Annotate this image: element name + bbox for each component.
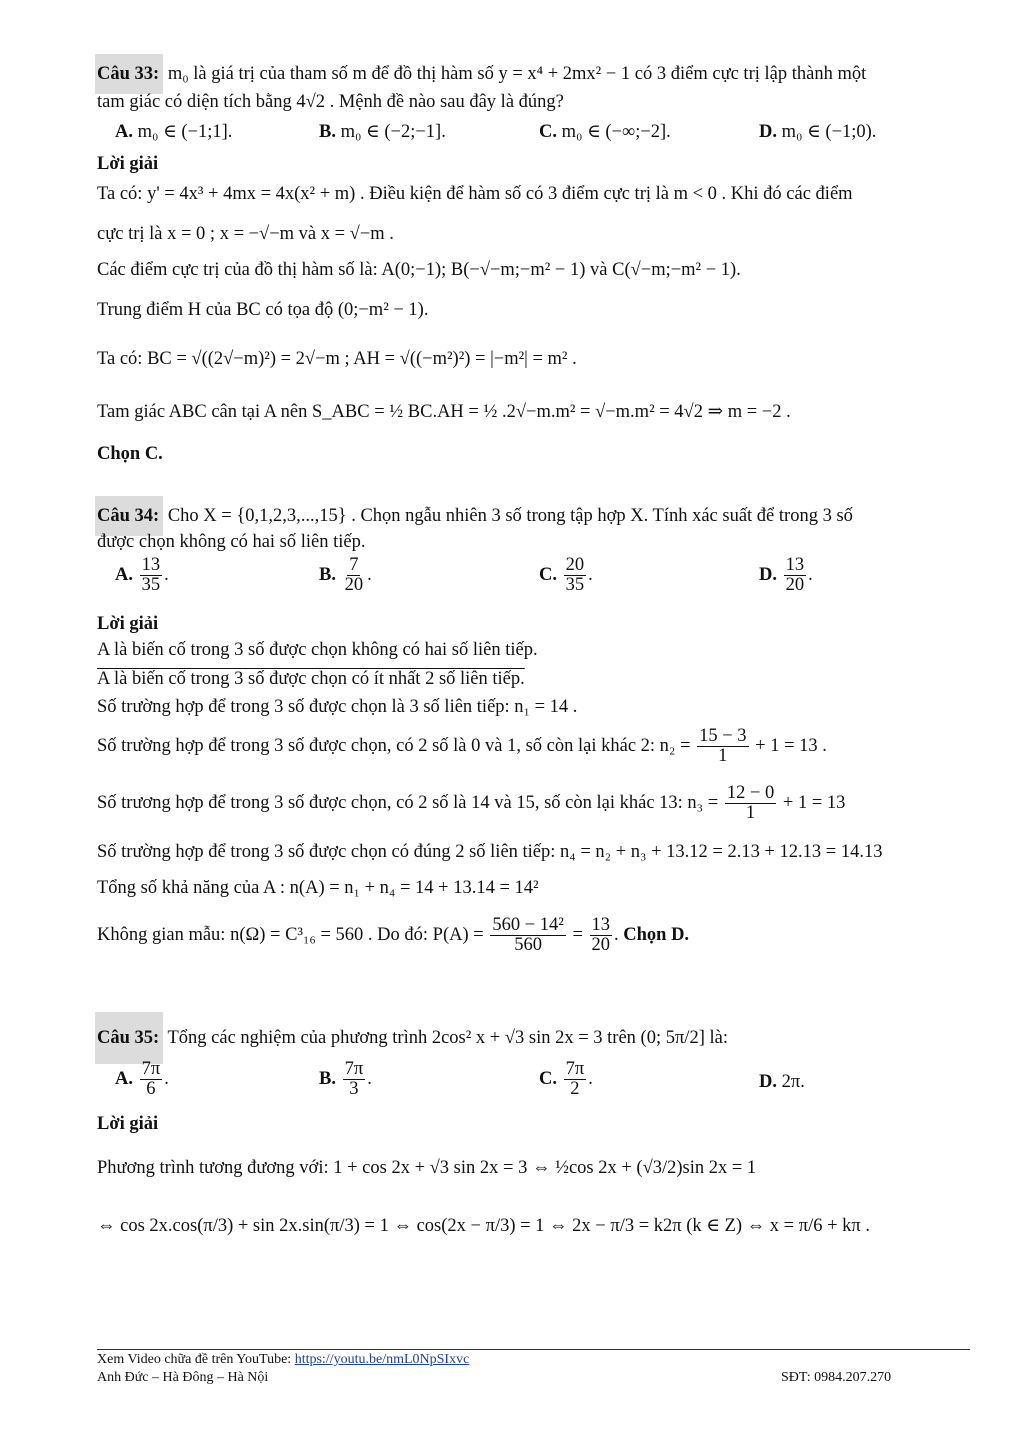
- q34-solution-label: Lời giải: [97, 614, 159, 634]
- q34-sol-line2: A là biến cố trong 3 số được chọn có ít nhất 2 số liên tiếp.: [97, 669, 525, 689]
- footer-video-line: [97, 1352, 469, 1368]
- q34-sol-line7: Tổng số khả năng của A : n(A) = n₁ + n₄ = 14 + 13.14 = 14²: [97, 878, 539, 898]
- q33-label: Câu 33:: [95, 54, 163, 94]
- q34-stem2: được chọn không có hai số liên tiếp.: [97, 532, 366, 552]
- q34-sol-line3: Số trường hợp để trong 3 số được chọn là 3 số liên tiếp: n₁ = 14 .: [97, 697, 578, 717]
- q34-option-c: C. $\frac{20}{35}$ .: [539, 555, 593, 596]
- footer-phone: SĐT: 0984.207.270: [781, 1370, 892, 1385]
- q33-solution-label: Lời giải: [97, 154, 159, 174]
- q34-label: Câu 34:: [95, 496, 163, 536]
- q33-stem-line1: [97, 54, 866, 94]
- q33-option-c: C. m₀ ∈ (−∞;−2].: [539, 122, 671, 142]
- q34-sol-line4: Số trường hợp để trong 3 số được chọn, có 2 số là 0 và 1, số còn lại khác 2: n₂ = $\frac{15 - 3}{1}$ + 1 = 13 .: [97, 726, 827, 767]
- q33-sol-line5: Ta có: BC = √((2√−m)²) = 2√−m ; AH = √((−m²)²) = |−m²| = m² .: [97, 349, 577, 369]
- q33-option-d: D. m₀ ∈ (−1;0).: [759, 122, 877, 142]
- q33-stem2: tam giác có diện tích bằng 4√2 . Mệnh đề nào sau đây là đúng?: [97, 92, 564, 112]
- youtube-link[interactable]: https://youtu.be/nmL0NpSIxvc: [294, 1352, 470, 1367]
- q33-option-b: B. m₀ ∈ (−2;−1].: [319, 122, 446, 142]
- footer-author: Anh Đức – Hà Đông – Hà Nội: [97, 1370, 269, 1385]
- q34-stem1: Cho X = {0,1,2,3,...,15} . Chọn ngẫu nhiên 3 số trong tập hợp X. Tính xác suất để trong 3 số: [167, 506, 853, 526]
- q33-sol-line1: Ta có: y' = 4x³ + 4mx = 4x(x² + m) . Điều kiện để hàm số có 3 điểm cực trị là m < 0 . Khi đó các điểm: [97, 184, 853, 204]
- q34-option-d: D. $\frac{13}{20}$ .: [759, 555, 813, 596]
- q33-sol-line4: Trung điểm H của BC có tọa độ (0;−m² − 1).: [97, 300, 429, 320]
- q35-option-d: D. 2π.: [759, 1072, 805, 1092]
- q33-option-a: A. m₀ ∈ (−1;1].: [115, 122, 233, 142]
- q35-option-a: A. $\frac{7\pi}{6}$ .: [115, 1059, 169, 1100]
- footer-divider: [97, 1349, 970, 1350]
- q35-sol-line1: Phương trình tương đương với: 1 + cos 2x + √3 sin 2x = 3 ⇔ ½cos 2x + (√3/2)sin 2x = 1: [97, 1158, 757, 1178]
- q35-sol-line2: ⇔ cos 2x.cos(π/3) + sin 2x.sin(π/3) = 1 ⇔ cos(2x − π/3) = 1 ⇔ 2x − π/3 = k2π (k ∈ Z) ⇔ x = π/6 + kπ .: [97, 1216, 870, 1236]
- q35-option-b: B. $\frac{7\pi}{3}$ .: [319, 1059, 372, 1100]
- footer-video-text: Xem Video chữa đề trên YouTube:: [97, 1352, 295, 1367]
- q33-sol-line6: Tam giác ABC cân tại A nên S_ABC = ½ BC.AH = ½ .2√−m.m² = √−m.m² = 4√2 ⇒ m = −2 .: [97, 402, 791, 422]
- q34-sol-line6: Số trường hợp để trong 3 số được chọn có đúng 2 số liên tiếp: n₄ = n₂ + n₃ + 13.12 = 2.13 + 12.13 = 14.13: [97, 842, 883, 862]
- q35-option-c: C. $\frac{7\pi}{2}$ .: [539, 1059, 593, 1100]
- q35-label: Câu 35:: [95, 1012, 163, 1064]
- q35-stem-line: [97, 1012, 728, 1064]
- q34-option-a: A. $\frac{13}{35}$ .: [115, 555, 169, 596]
- q34-sol-line8: Không gian mẫu: n(Ω) = C³₁₆ = 560 . Do đó: P(A) = $\frac{\text{560 − 14²}}{560}$ = $\frac{13}{20}$ . Chọn D.: [97, 915, 690, 956]
- q33-answer: Chọn C.: [97, 444, 163, 464]
- q33-sol-line3: Các điểm cực trị của đồ thị hàm số là: A(0;−1); B(−√−m;−m² − 1) và C(√−m;−m² − 1).: [97, 260, 741, 280]
- q34-sol-line5: Số trương hợp để trong 3 số được chọn, có 2 số là 14 và 15, số còn lại khác 13: n₃ = $\frac{12 - 0}{1}$ + 1 = 13: [97, 783, 846, 824]
- q33-stem1: m₀ là giá trị của tham số m để đồ thị hàm số y = x⁴ + 2mx² − 1 có 3 điểm cực trị lập thành một: [167, 64, 867, 84]
- q34-option-b: B. $\frac{7}{20}$ .: [319, 555, 372, 596]
- q35-stem: Tổng các nghiệm của phương trình 2cos² x + √3 sin 2x = 3 trên (0; 5π/2] là:: [167, 1028, 728, 1048]
- q33-sol-line2: cực trị là x = 0 ; x = −√−m và x = √−m .: [97, 224, 394, 244]
- q34-sol-line1: A là biến cố trong 3 số được chọn không có hai số liên tiếp.: [97, 640, 538, 660]
- q35-solution-label: Lời giải: [97, 1114, 159, 1134]
